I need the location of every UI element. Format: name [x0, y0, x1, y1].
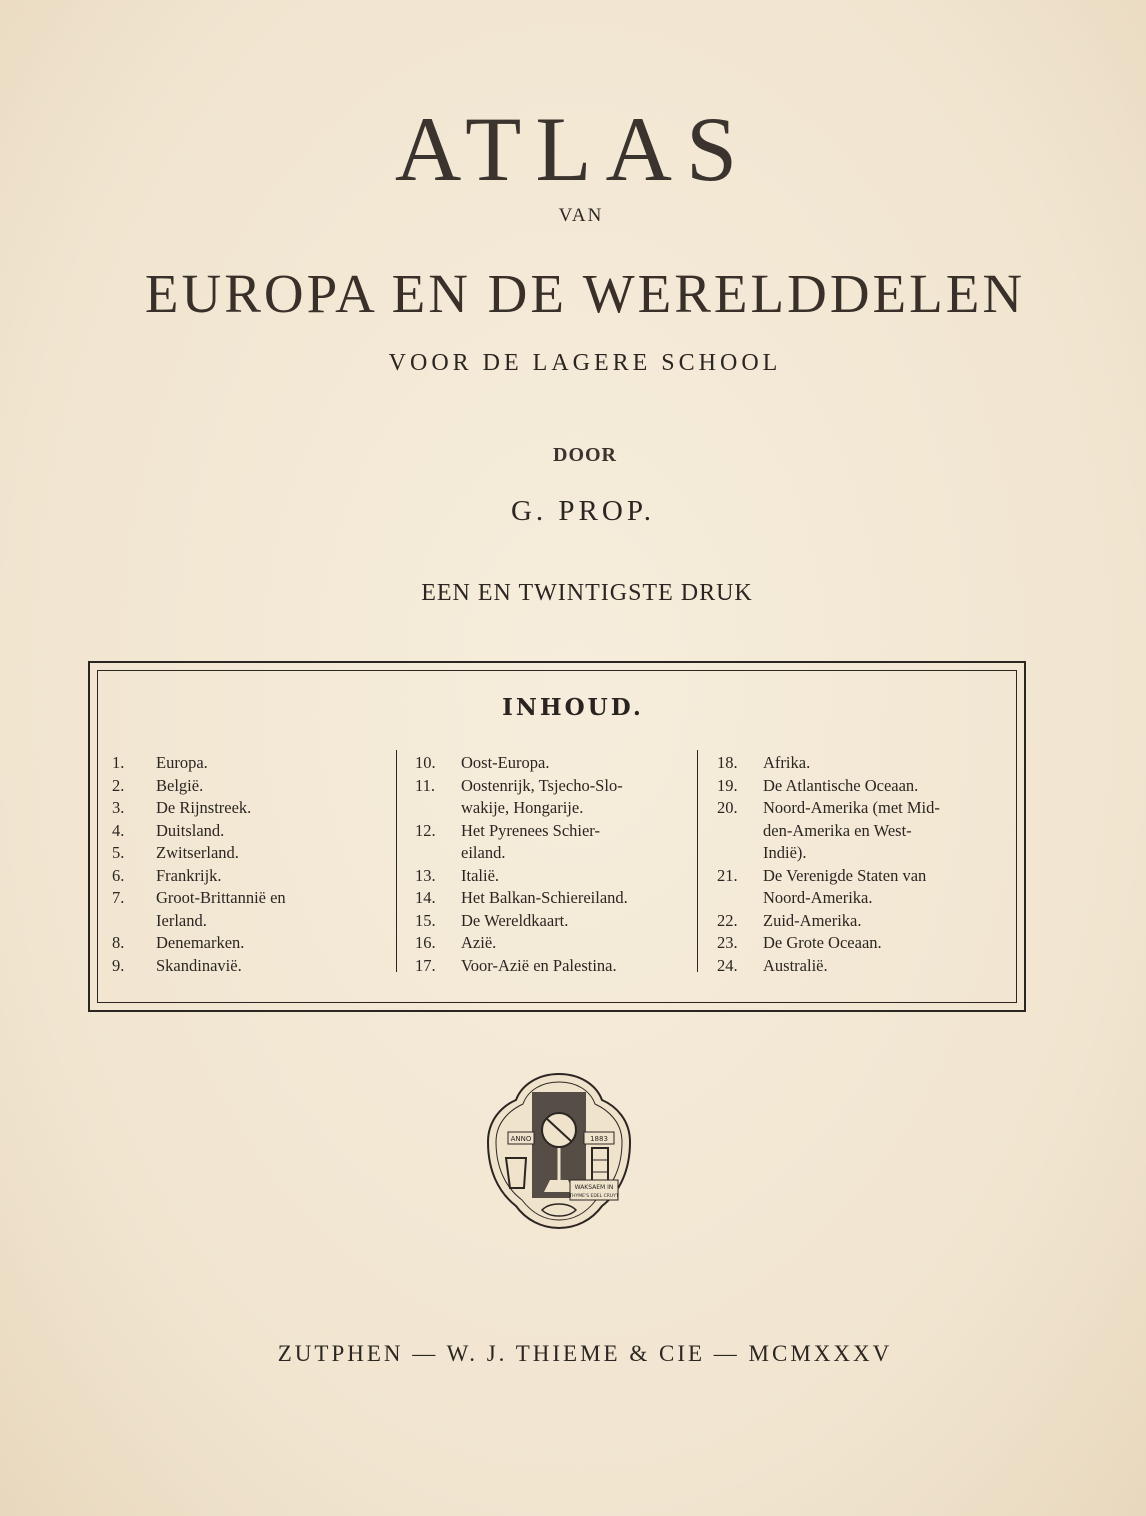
contents-entry [415, 820, 685, 865]
entry-title-line: Groot-Brittannië en [156, 888, 286, 907]
entry-title [763, 752, 1002, 775]
entry-title-line: Zuid-Amerika. [763, 910, 862, 930]
entry-title-line: Europa. [156, 753, 208, 772]
entry-number: 18. [717, 753, 738, 772]
entry-title-line: Frankrijk. [156, 865, 222, 885]
entry-title-line: Afrika. [763, 753, 811, 772]
entry-title-line: Voor-Azië en Palestina. [461, 955, 617, 975]
entry-number: 19. [717, 775, 738, 795]
publisher-seal-icon [484, 1070, 634, 1232]
entry-title [461, 752, 685, 775]
by-line-label: DOOR [553, 444, 617, 466]
publisher-imprint: ZUTPHEN — W. J. THIEME & CIE — MCMXXXV [277, 1341, 893, 1366]
entry-title-line: Oost-Europa. [461, 753, 550, 772]
entry-title-line: Duitsland. [156, 820, 225, 840]
entry-title [156, 775, 362, 798]
entry-title [156, 887, 362, 932]
entry-title [156, 932, 362, 955]
entry-title [461, 865, 685, 888]
contents-entry [112, 932, 362, 955]
entry-number: 9. [112, 955, 125, 975]
contents-entry [717, 910, 1002, 933]
entry-title [763, 775, 1002, 798]
entry-title [156, 797, 362, 820]
entry-number: 11. [415, 775, 436, 795]
contents-entry [112, 797, 362, 820]
contents-entry [415, 775, 685, 820]
entry-title-line: Ierland. [156, 910, 207, 930]
entry-title [156, 842, 362, 865]
subtitle: EUROPA EN DE WERELDDELEN [144, 263, 1026, 324]
entry-title-line: Noord-Amerika (met Mid- [763, 798, 940, 817]
title: ATLAS [394, 98, 752, 200]
entry-title [156, 865, 362, 888]
contents-entry [717, 865, 1002, 910]
entry-title [461, 910, 685, 933]
contents-entry [112, 865, 362, 888]
entry-number: 12. [415, 820, 436, 840]
contents-entry [717, 775, 1002, 798]
entry-title-line: Oostenrijk, Tsjecho-Slo- [461, 775, 623, 795]
entry-number: 16. [415, 933, 436, 952]
entry-title [156, 752, 362, 775]
entry-number: 8. [112, 933, 125, 952]
entry-number: 15. [415, 910, 436, 930]
column-divider [396, 750, 397, 972]
svg-text:WAKSAEM IN: WAKSAEM IN [574, 1184, 614, 1191]
contents-entry [717, 955, 1002, 978]
entry-number: 21. [717, 865, 738, 885]
author-name: G. PROP. [510, 495, 656, 527]
audience-line: VOOR DE LAGERE SCHOOL [388, 350, 782, 376]
entry-number: 2. [112, 775, 125, 795]
entry-number: 6. [112, 865, 125, 885]
entry-title [156, 955, 362, 978]
entry-number: 17. [415, 955, 436, 975]
svg-text:1883: 1883 [590, 1135, 608, 1143]
entry-title-line: De Atlantische Oceaan. [763, 775, 919, 795]
entry-number: 23. [717, 933, 738, 952]
entry-number: 4. [112, 820, 125, 840]
entry-title-line: Noord-Amerika. [763, 888, 873, 907]
entry-number: 20. [717, 798, 738, 817]
svg-text:THYME'S EDEL CRUYT: THYME'S EDEL CRUYT [569, 1194, 619, 1199]
contents-entry [717, 932, 1002, 955]
entry-title-line: Indië). [763, 843, 807, 862]
contents-entry [112, 775, 362, 798]
contents-column-2 [415, 752, 685, 977]
entry-number: 13. [415, 865, 436, 885]
contents-entry [112, 842, 362, 865]
contents-entry [415, 865, 685, 888]
entry-title [461, 955, 685, 978]
contents-entry [112, 887, 362, 932]
entry-title-line: den-Amerika en West- [763, 820, 912, 840]
entry-title [763, 932, 1002, 955]
entry-number: 5. [112, 843, 125, 862]
contents-entry [112, 752, 362, 775]
contents-entry [717, 752, 1002, 775]
contents-entry [415, 752, 685, 775]
edition-line: EEN EN TWINTIGSTE DRUK [421, 580, 753, 606]
entry-title-line: België. [156, 775, 204, 795]
entry-title-line: De Verenigde Staten van [763, 865, 927, 885]
entry-title-line: wakije, Hongarije. [461, 798, 584, 817]
entry-title-line: De Rijnstreek. [156, 798, 252, 817]
entry-title [461, 887, 685, 910]
entry-title-line: eiland. [461, 843, 506, 862]
entry-title [763, 955, 1002, 978]
entry-title-line: Het Pyrenees Schier- [461, 820, 600, 840]
entry-number: 7. [112, 888, 125, 907]
svg-text:ANNO: ANNO [510, 1135, 532, 1143]
entry-title-line: Het Balkan-Schiereiland. [461, 888, 628, 907]
entry-number: 22. [717, 910, 738, 930]
entry-number: 3. [112, 798, 125, 817]
entry-title [763, 797, 1002, 865]
entry-title-line: Azië. [461, 933, 497, 952]
entry-title-line: Australië. [763, 955, 828, 975]
entry-title [461, 775, 685, 820]
entry-title [461, 932, 685, 955]
contents-entry [415, 887, 685, 910]
contents-entry [415, 955, 685, 978]
entry-title [156, 820, 362, 843]
contents-column-1 [112, 752, 362, 977]
contents-entry [112, 955, 362, 978]
entry-title-line: Zwitserland. [156, 843, 239, 862]
entry-title-line: De Wereldkaart. [461, 910, 569, 930]
entry-title [763, 865, 1002, 910]
contents-entry [415, 932, 685, 955]
entry-title [461, 820, 685, 865]
contents-entry [415, 910, 685, 933]
title-connector: VAN [558, 205, 604, 226]
entry-number: 24. [717, 955, 738, 975]
entry-title-line: Skandinavië. [156, 955, 242, 975]
column-divider [697, 750, 698, 972]
entry-title-line: Italië. [461, 865, 500, 885]
entry-title-line: De Grote Oceaan. [763, 933, 882, 952]
contents-entry [717, 797, 1002, 865]
contents-heading: INHOUD. [502, 694, 644, 721]
contents-column-3 [717, 752, 1002, 977]
entry-number: 10. [415, 753, 436, 772]
entry-number: 14. [415, 888, 436, 907]
entry-number: 1. [112, 753, 125, 772]
contents-entry [112, 820, 362, 843]
entry-title-line: Denemarken. [156, 933, 245, 952]
entry-title [763, 910, 1002, 933]
